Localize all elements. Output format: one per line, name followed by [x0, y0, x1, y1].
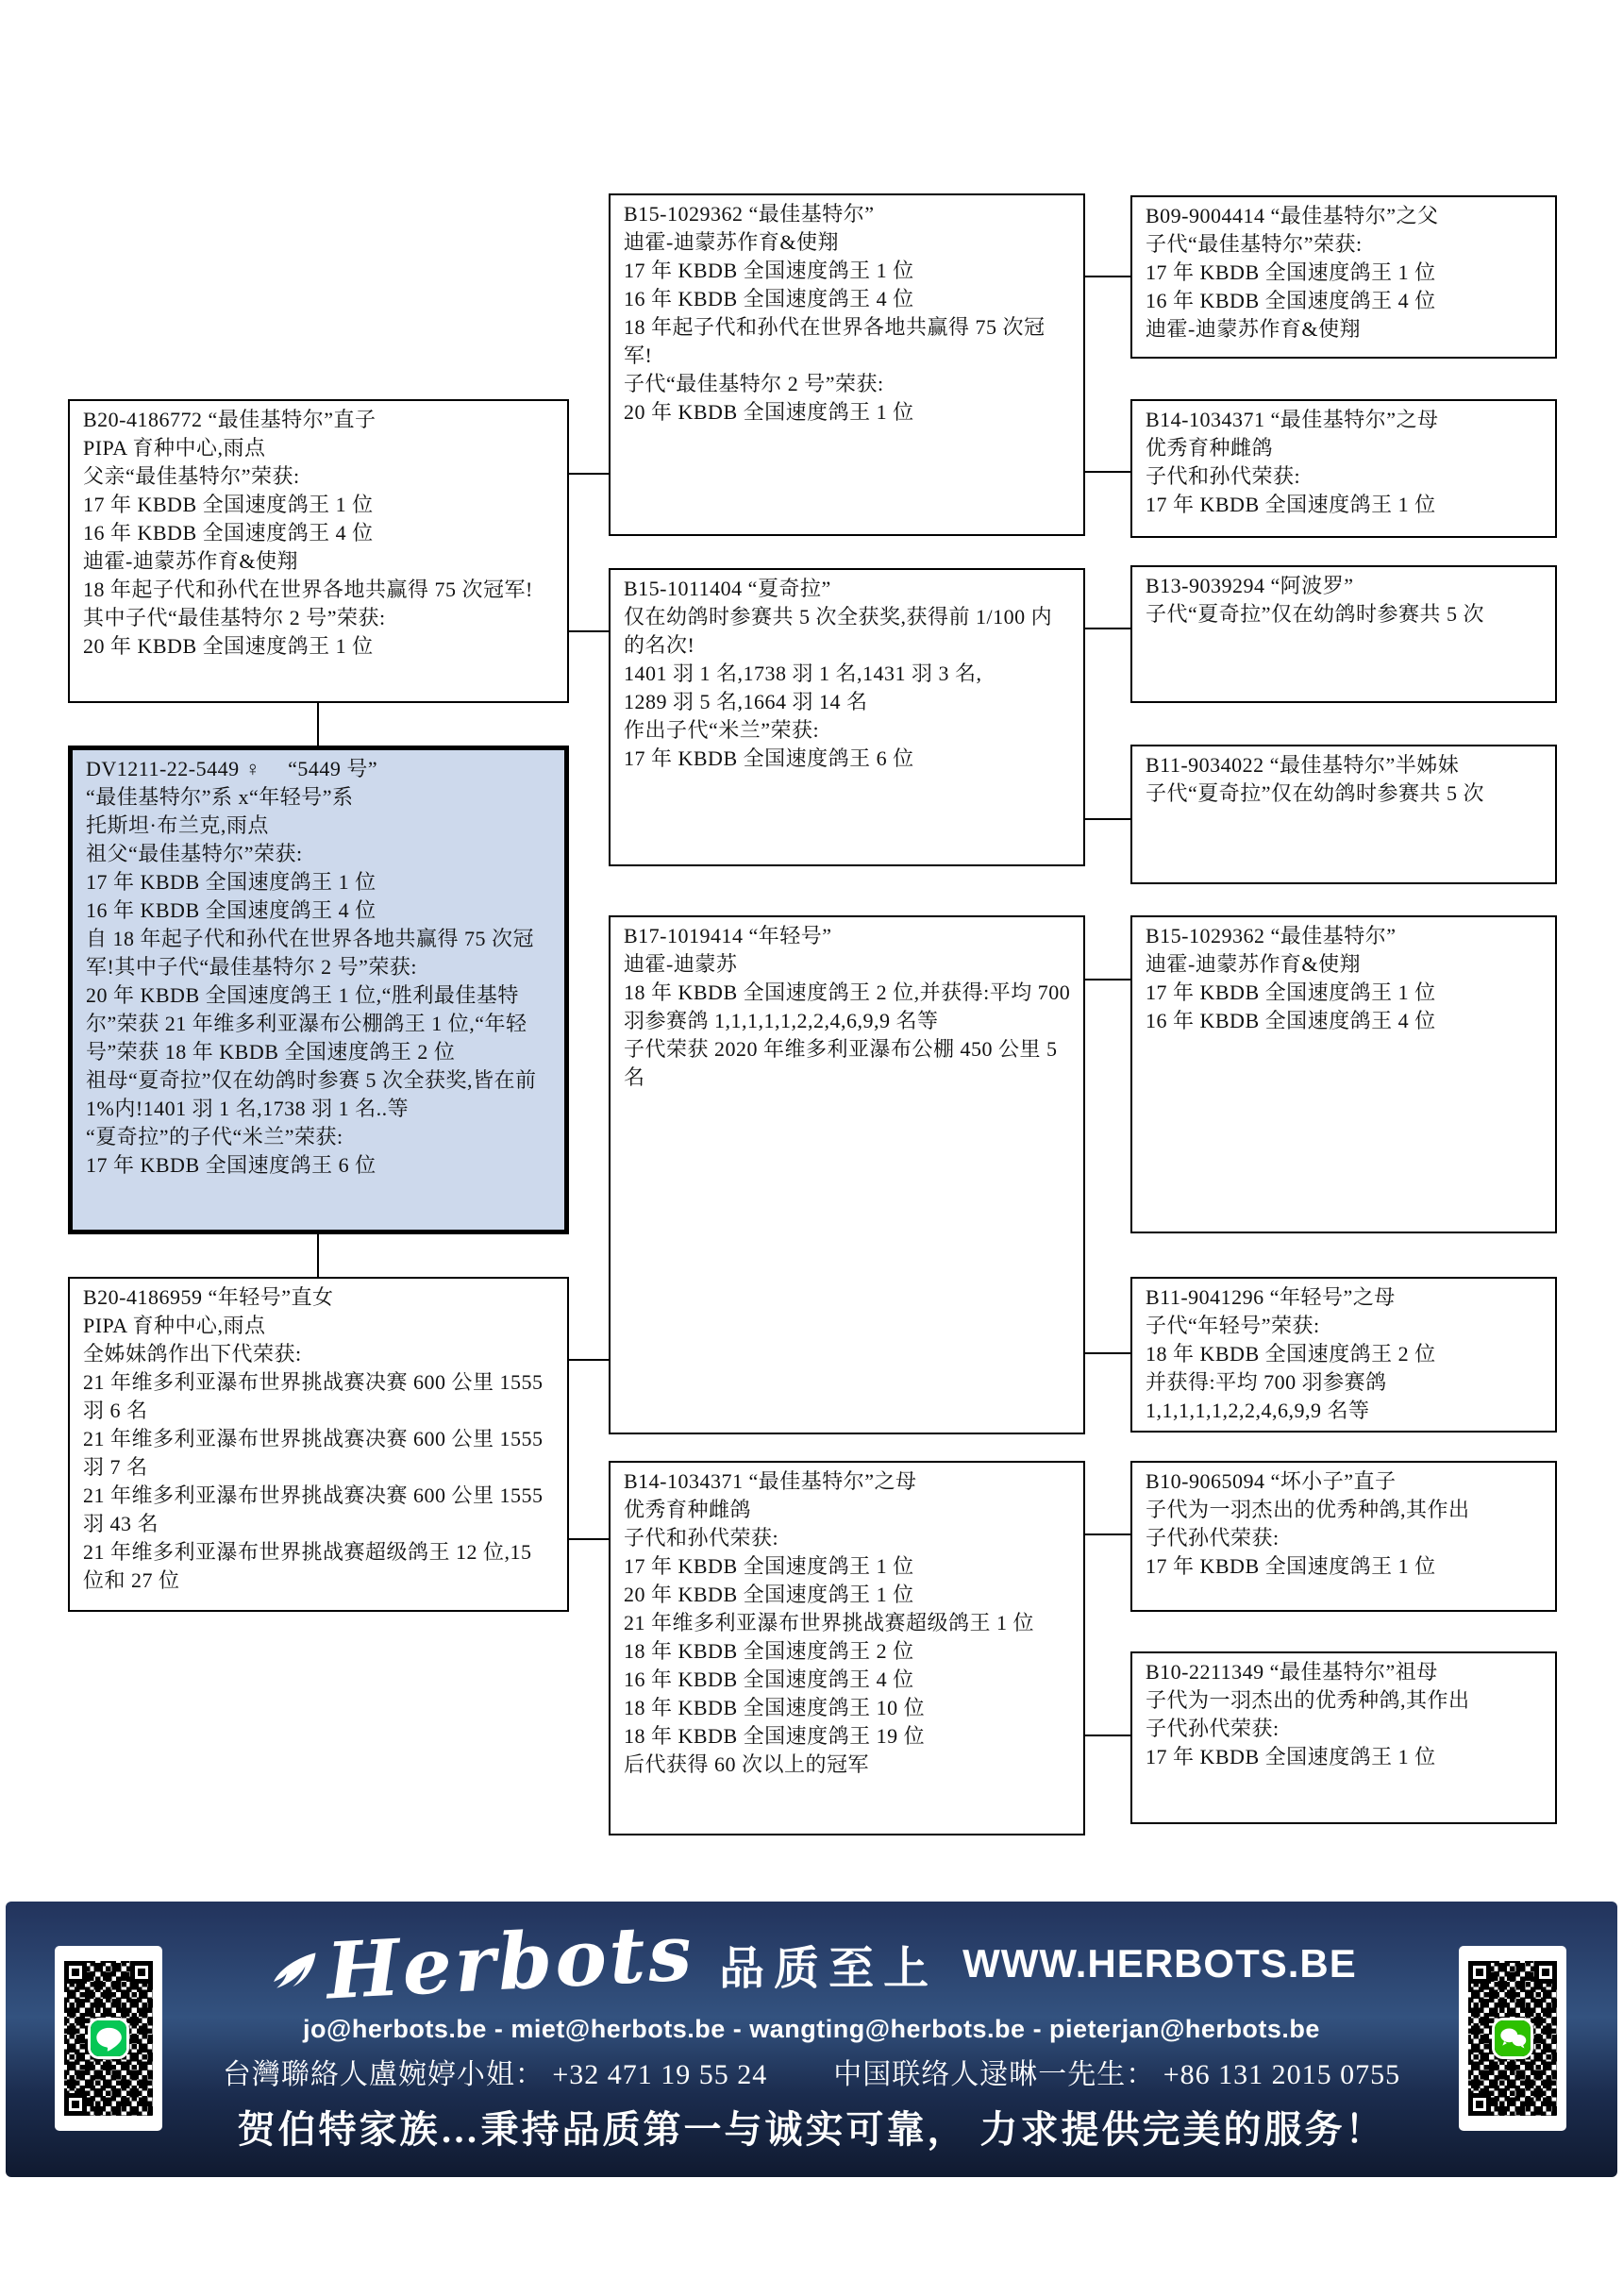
- text-line: 全姊妹鸽作出下代荣获:: [83, 1342, 302, 1366]
- text-line: B14-1034371 “最佳基特尔”之母: [624, 1469, 917, 1493]
- text-line: 子代“最佳基特尔 2 号”荣获:: [624, 372, 884, 395]
- text-line: 优秀育种雌鸽: [624, 1498, 752, 1521]
- text-line: 子代和孙代荣获:: [624, 1526, 779, 1550]
- text-line: B20-4186772 “最佳基特尔”直子: [83, 408, 376, 431]
- text-line: 1401 羽 1 名,1738 羽 1 名,1431 羽 3 名,: [624, 662, 982, 685]
- pedigree-box-ggp-7: [1130, 1461, 1557, 1612]
- text-line: 16 年 KBDB 全国速度鸽王 4 位: [83, 521, 374, 545]
- footer-website-link[interactable]: WWW.HERBOTS.BE: [962, 1941, 1357, 1986]
- contact-taiwan: 台灣聯絡人盧婉婷小姐： +32 471 19 55 24: [222, 2059, 768, 2090]
- connector-line: [569, 630, 611, 632]
- text-line: 子代为一羽杰出的优秀种鸽,其作出: [1146, 1688, 1470, 1712]
- qr-finder-icon: [1468, 2093, 1491, 2116]
- text-line: 祖母“夏奇拉”仅在幼鸽时参赛 5 次全获奖,皆在前 1%内!1401 羽 1 名,1738 羽 1 名..等: [86, 1068, 537, 1120]
- qr-pattern: [1468, 1961, 1557, 2116]
- text-line: 仅在幼鸽时参赛共 5 次全获奖,获得前 1/100 内的名次!: [624, 605, 1053, 657]
- qr-finder-icon: [1468, 1961, 1491, 1984]
- contact-china: 中国联络人逯晽一先生： +86 131 2015 0755: [833, 2059, 1401, 2090]
- text-line: 18 年 KBDB 全国速度鸽王 19 位: [624, 1724, 926, 1748]
- text-line: 迪霍-迪蒙苏: [624, 952, 738, 976]
- text-line: 21 年维多利亚瀑布世界挑战赛超级鸽王 12 位,15 位和 27 位: [83, 1540, 532, 1592]
- text-line: 21 年维多利亚瀑布世界挑战赛决赛 600 公里 1555 羽 6 名: [83, 1370, 544, 1422]
- connector-line: [1085, 979, 1130, 980]
- wechat-icon: [1495, 2020, 1531, 2056]
- line-qr-code: [55, 1946, 162, 2131]
- qr-finder-icon: [64, 1961, 87, 1984]
- connector-line: [317, 1234, 319, 1279]
- footer-slogan: 贺伯特家族…秉持品质第一与诚实可靠， 力求提供完美的服务！: [237, 2108, 1386, 2151]
- connector-line: [1085, 276, 1130, 277]
- text-line: PIPA 育种中心,雨点: [83, 1314, 266, 1337]
- text-line: 20 年 KBDB 全国速度鸽王 1 位,“胜利最佳基特尔”荣获 21 年维多利亚瀑布公棚鸽王 1 位,“年轻号”荣获 18 年 KBDB 全国速度鸽王 2 位: [86, 983, 527, 1064]
- text-line: 托斯坦·布兰克,雨点: [86, 813, 269, 837]
- pedigree-box-ggp-2: [1130, 399, 1557, 538]
- qr-finder-icon: [64, 2093, 87, 2116]
- text-line: 子代“夏奇拉”仅在幼鸽时参赛共 5 次: [1146, 602, 1485, 626]
- text-line: 18 年 KBDB 全国速度鸽王 2 位,并获得:平均 700 羽参赛鸽 1,1,1,1,1,2,2,4,6,9,9 名等: [624, 980, 1071, 1032]
- text-line: 16 年 KBDB 全国速度鸽王 4 位: [1146, 289, 1436, 312]
- qr-pattern: [64, 1961, 153, 2116]
- text-line: 20 年 KBDB 全国速度鸽王 1 位: [624, 400, 914, 424]
- connector-line: [1085, 471, 1130, 473]
- connector-line: [1085, 1735, 1130, 1736]
- text-line: B10-2211349 “最佳基特尔”祖母: [1146, 1660, 1438, 1684]
- text-line: 16 年 KBDB 全国速度鸽王 4 位: [1146, 1009, 1436, 1032]
- connector-line: [317, 703, 319, 747]
- pedigree-box-grandsire-p: [609, 193, 1085, 536]
- text-line: 18 年 KBDB 全国速度鸽王 2 位: [624, 1639, 914, 1663]
- text-line: 21 年维多利亚瀑布世界挑战赛决赛 600 公里 1555 羽 43 名: [83, 1483, 544, 1535]
- text-line: 子代和孙代荣获:: [1146, 464, 1301, 488]
- footer-brand-row: [176, 1907, 1447, 2018]
- connector-line: [1085, 628, 1130, 629]
- connector-line: [1085, 1352, 1130, 1354]
- text-line: B14-1034371 “最佳基特尔”之母: [1146, 408, 1439, 431]
- text-line: 17 年 KBDB 全国速度鸽王 1 位: [83, 493, 374, 516]
- text-line: 父亲“最佳基特尔”荣获:: [83, 464, 300, 488]
- text-line: 17 年 KBDB 全国速度鸽王 1 位: [624, 1554, 914, 1578]
- text-line: 子代孙代荣获:: [1146, 1526, 1280, 1550]
- text-line: B20-4186959 “年轻号”直女: [83, 1285, 334, 1309]
- text-line: 20 年 KBDB 全国速度鸽王 1 位: [83, 634, 374, 658]
- text-line: 17 年 KBDB 全国速度鸽王 1 位: [1146, 980, 1436, 1004]
- text-line: 作出子代“米兰”荣获:: [624, 718, 820, 742]
- text-line: 20 年 KBDB 全国速度鸽王 1 位: [624, 1583, 914, 1606]
- text-line: 自 18 年起子代和孙代在世界各地共赢得 75 次冠军!其中子代“最佳基特尔 2 号”荣获:: [86, 927, 535, 979]
- text-line: 17 年 KBDB 全国速度鸽王 1 位: [1146, 1554, 1436, 1578]
- text-line: 其中子代“最佳基特尔 2 号”荣获:: [83, 606, 386, 629]
- text-line: 迪霍-迪蒙苏作育&使翔: [624, 230, 839, 254]
- connector-line: [1085, 818, 1130, 820]
- pedigree-box-ggp-5: [1130, 915, 1557, 1233]
- text-line: 17 年 KBDB 全国速度鸽王 6 位: [86, 1153, 376, 1177]
- text-line: 21 年维多利亚瀑布世界挑战赛决赛 600 公里 1555 羽 7 名: [83, 1427, 544, 1479]
- text-line: 17 年 KBDB 全国速度鸽王 1 位: [1146, 1745, 1436, 1768]
- wechat-qr-code: [1459, 1946, 1566, 2131]
- text-line: B15-1011404 “夏奇拉”: [624, 577, 831, 600]
- text-line: B17-1019414 “年轻号”: [624, 924, 832, 947]
- text-line: 子代孙代荣获:: [1146, 1717, 1280, 1740]
- text-line: 17 年 KBDB 全国速度鸽王 1 位: [624, 259, 914, 282]
- text-line: 17 年 KBDB 全国速度鸽王 1 位: [1146, 493, 1436, 516]
- pedigree-box-grandsire-m: [609, 915, 1085, 1434]
- connector-line: [1085, 1533, 1130, 1535]
- text-line: 子代“最佳基特尔”荣获:: [1146, 232, 1363, 256]
- pedigree-box-ggp-4: [1130, 745, 1557, 884]
- text-line: 16 年 KBDB 全国速度鸽王 4 位: [86, 898, 376, 922]
- text-line: PIPA 育种中心,雨点: [83, 436, 266, 460]
- footer-banner: [6, 1902, 1617, 2177]
- text-line: 子代“年轻号”荣获:: [1146, 1314, 1320, 1337]
- pedigree-box-mother: [68, 1277, 569, 1612]
- text-line: 16 年 KBDB 全国速度鸽王 4 位: [624, 287, 914, 310]
- text-line: 子代荣获 2020 年维多利亚瀑布公棚 450 公里 5 名: [624, 1037, 1058, 1089]
- text-line: 迪霍-迪蒙苏作育&使翔: [83, 549, 298, 573]
- feather-icon: [257, 1915, 327, 2014]
- text-line: 18 年 KBDB 全国速度鸽王 10 位: [624, 1696, 926, 1719]
- qr-finder-icon: [130, 1961, 153, 1984]
- text-line: 18 年起子代和孙代在世界各地共赢得 75 次冠军!: [624, 315, 1046, 367]
- text-line: B11-9041296 “年轻号”之母: [1146, 1285, 1396, 1309]
- footer-emails[interactable]: jo@herbots.be - miet@herbots.be - wangting@herbots.be - pieterjan@herbots.be: [303, 2015, 1320, 2043]
- pedigree-box-ggp-8: [1130, 1651, 1557, 1824]
- footer-contacts: [176, 2051, 1447, 2092]
- pedigree-box-granddam-m: [609, 1461, 1085, 1835]
- text-line: 并获得:平均 700 羽参赛鸽 1,1,1,1,1,2,2,4,6,9,9 名等: [1146, 1370, 1387, 1422]
- text-line: 17 年 KBDB 全国速度鸽王 1 位: [86, 870, 376, 894]
- text-line: 迪霍-迪蒙苏作育&使翔: [1146, 952, 1361, 976]
- line-app-icon: [91, 2020, 126, 2056]
- text-line: B13-9039294 “阿波罗”: [1146, 574, 1354, 597]
- pedigree-box-ggp-3: [1130, 565, 1557, 703]
- text-line: 1289 羽 5 名,1664 羽 14 名: [624, 690, 868, 713]
- qr-finder-icon: [1534, 1961, 1557, 1984]
- connector-line: [569, 1359, 611, 1361]
- text-line: 祖父“最佳基特尔”荣获:: [86, 842, 303, 865]
- text-line: “夏奇拉”的子代“米兰”荣获:: [86, 1125, 343, 1148]
- pedigree-box-subject: [68, 746, 569, 1234]
- text-line: 18 年起子代和孙代在世界各地共赢得 75 次冠军!: [83, 578, 533, 601]
- connector-line: [569, 473, 611, 475]
- pedigree-box-ggp-1: [1130, 195, 1557, 359]
- text-line: DV1211-22-5449 ♀ “5449 号”: [86, 757, 378, 780]
- text-line: B15-1029362 “最佳基特尔”: [624, 202, 875, 226]
- text-line: B11-9034022 “最佳基特尔”半姊妹: [1146, 753, 1460, 777]
- text-line: 16 年 KBDB 全国速度鸽王 4 位: [624, 1668, 914, 1691]
- text-line: 21 年维多利亚瀑布世界挑战赛超级鸽王 1 位: [624, 1611, 1035, 1634]
- text-line: 子代“夏奇拉”仅在幼鸽时参赛共 5 次: [1146, 781, 1485, 805]
- footer-tagline: 品质至上: [719, 1943, 939, 1994]
- pedigree-box-father: [68, 399, 569, 703]
- pedigree-box-granddam-p: [609, 568, 1085, 866]
- text-line: 优秀育种雌鸽: [1146, 436, 1274, 460]
- text-line: B15-1029362 “最佳基特尔”: [1146, 924, 1397, 947]
- text-line: 17 年 KBDB 全国速度鸽王 1 位: [1146, 260, 1436, 284]
- herbots-logo: Herbots: [264, 1907, 696, 2020]
- text-line: “最佳基特尔”系 x“年轻号”系: [86, 785, 354, 809]
- connector-line: [569, 1538, 611, 1540]
- text-line: B09-9004414 “最佳基特尔”之父: [1146, 204, 1439, 227]
- text-line: B10-9065094 “坏小子”直子: [1146, 1469, 1397, 1493]
- text-line: 子代为一羽杰出的优秀种鸽,其作出: [1146, 1498, 1470, 1521]
- pedigree-box-ggp-6: [1130, 1277, 1557, 1433]
- text-line: 17 年 KBDB 全国速度鸽王 6 位: [624, 746, 914, 770]
- text-line: 迪霍-迪蒙苏作育&使翔: [1146, 317, 1361, 341]
- text-line: 后代获得 60 次以上的冠军: [624, 1752, 870, 1776]
- text-line: 18 年 KBDB 全国速度鸽王 2 位: [1146, 1342, 1436, 1366]
